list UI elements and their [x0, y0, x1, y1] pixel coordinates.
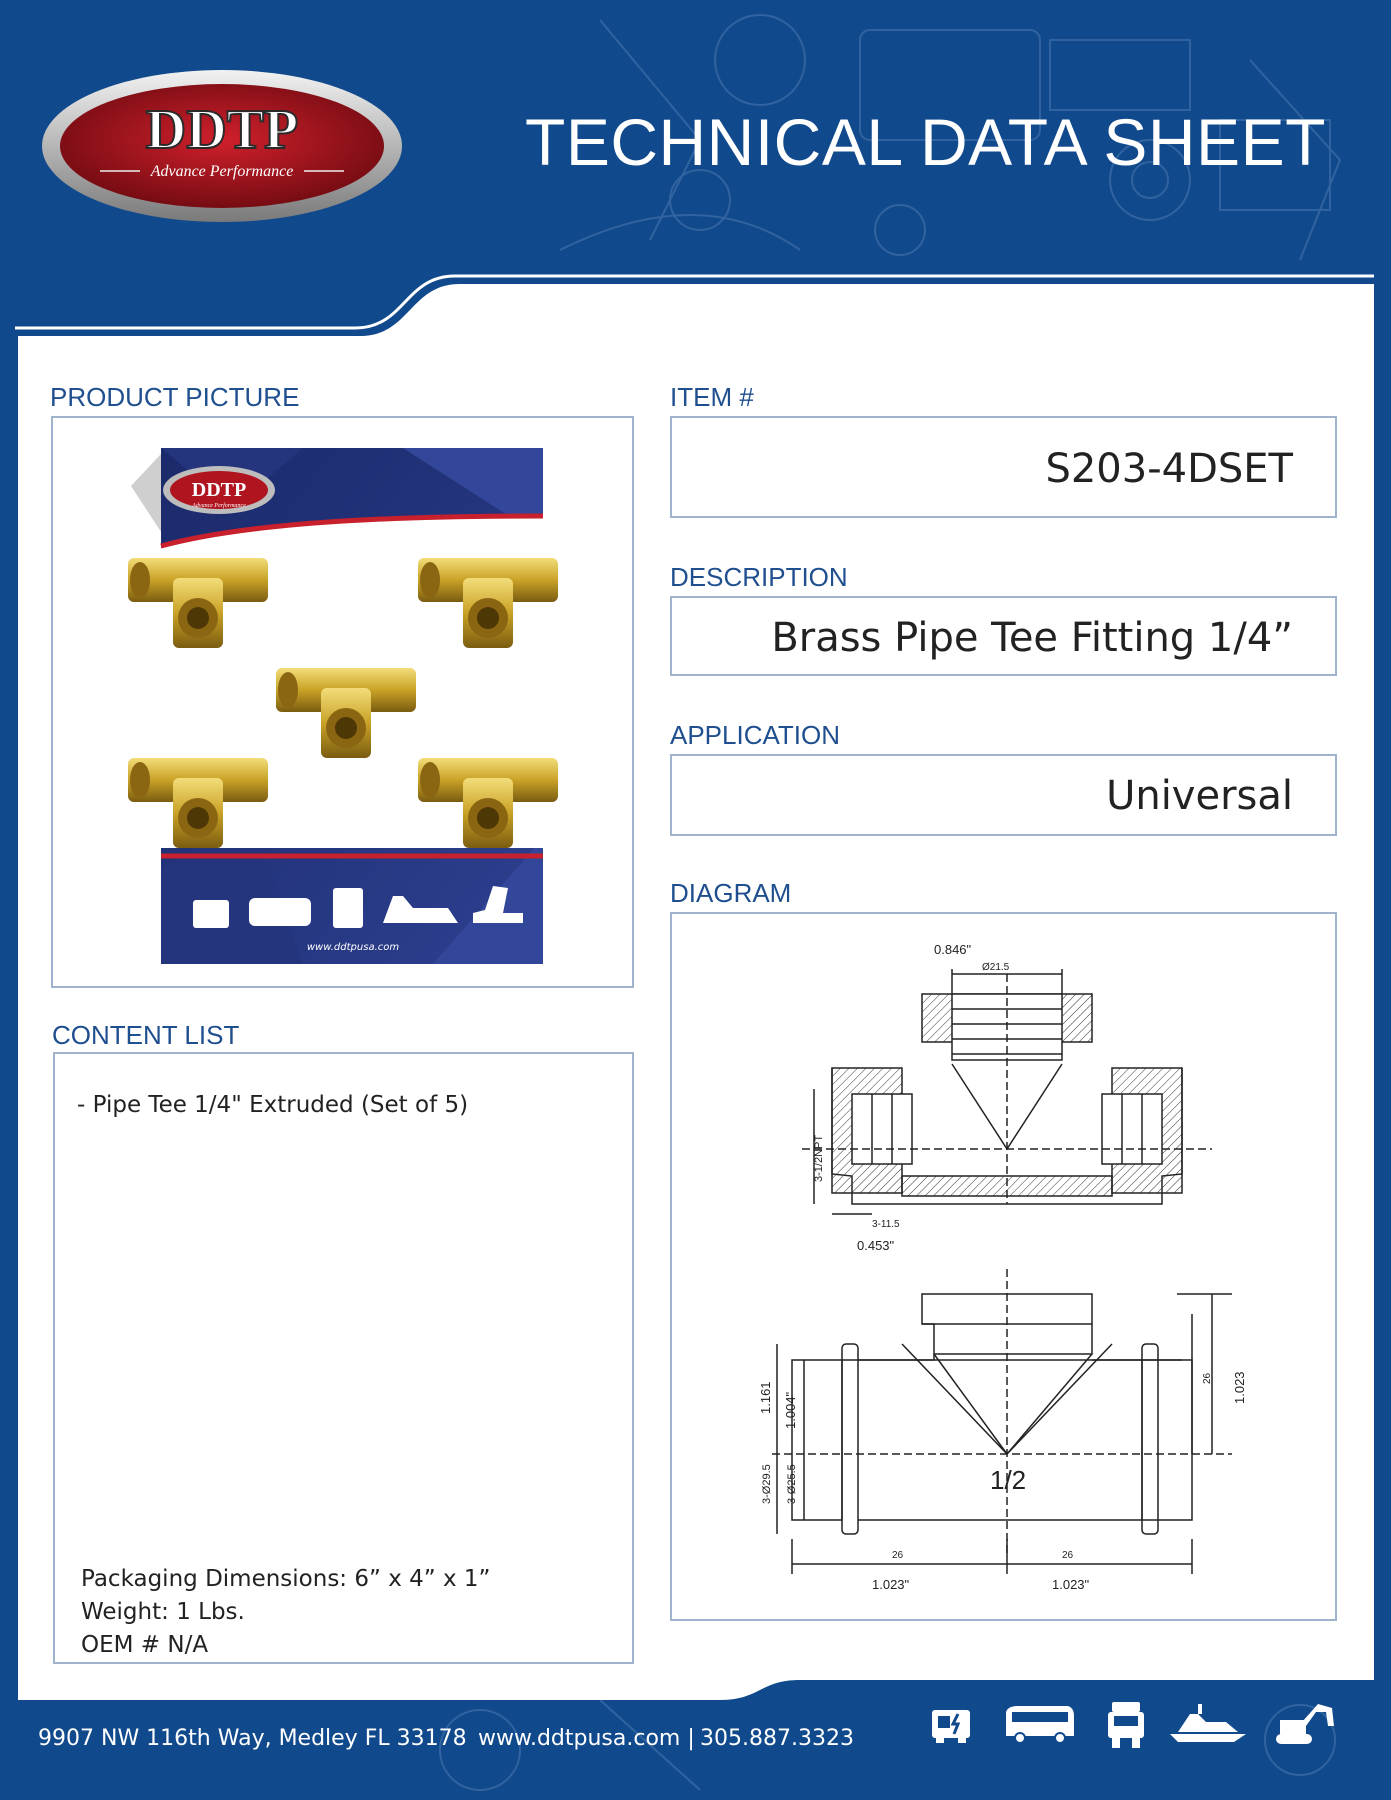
description-value: Brass Pipe Tee Fitting 1/4”	[771, 615, 1293, 661]
dim-height-mm: 26	[1202, 1372, 1213, 1384]
description-label: DESCRIPTION	[670, 562, 848, 592]
product-picture-box	[51, 416, 634, 988]
excavator-icon	[1272, 1700, 1338, 1746]
dim-top-width: 0.846"	[934, 942, 972, 957]
application-value: Universal	[1106, 773, 1293, 819]
dim-dia1-in: 1.161	[758, 1381, 773, 1414]
package-brand: DDTP	[191, 479, 247, 501]
dim-half-left-in: 1.023"	[872, 1577, 910, 1592]
dim-depth-in: 0.453"	[857, 1238, 895, 1253]
application-label: APPLICATION	[670, 720, 841, 750]
application-box	[670, 754, 1337, 836]
content-list-box	[53, 1052, 634, 1664]
svg-text:Advance Performance: Advance Performance	[150, 163, 294, 180]
ddtp-logo	[40, 68, 404, 224]
description-box	[670, 596, 1337, 676]
dim-dia2-in: 1.004"	[783, 1391, 798, 1429]
dim-half-right-in: 1.023"	[1052, 1577, 1090, 1592]
diagram-label: DIAGRAM	[670, 878, 792, 908]
dim-dia1: 3-Ø29.5	[761, 1464, 773, 1504]
packaging-dimensions: Packaging Dimensions: 6” x 4” x 1”	[81, 1566, 491, 1592]
technical-diagram	[672, 914, 1335, 1619]
content-list-label: CONTENT LIST	[52, 1020, 240, 1050]
bus-icon	[1002, 1700, 1076, 1746]
oem-number: OEM # N/A	[81, 1632, 209, 1658]
footer-phone[interactable]: 305.887.3323	[700, 1726, 854, 1751]
footer-address: 9907 NW 116th Way, Medley FL 33178	[38, 1726, 467, 1751]
content-list-item: - Pipe Tee 1/4" Extruded (Set of 5)	[77, 1092, 469, 1118]
generator-icon	[928, 1700, 974, 1746]
diagram-box	[670, 912, 1337, 1621]
dim-top-dia: Ø21.5	[982, 962, 1010, 973]
svg-text:DDTP: DDTP	[145, 99, 299, 161]
yacht-icon	[1168, 1700, 1248, 1746]
footer-website[interactable]: www.ddtpusa.com |	[478, 1726, 695, 1751]
dim-half-left-mm: 26	[892, 1550, 904, 1561]
item-number-label: ITEM #	[670, 382, 754, 412]
dim-dia2: 3-Ø25.5	[786, 1464, 798, 1504]
product-picture-label: PRODUCT PICTURE	[50, 382, 300, 412]
dim-depth-mm: 3-11.5	[872, 1219, 900, 1230]
dim-size: 1/2	[990, 1465, 1027, 1495]
package-tagline: Advance Performance	[192, 503, 246, 509]
truck-icon	[1106, 1700, 1146, 1750]
dim-half-right-mm: 26	[1062, 1550, 1074, 1561]
product-package-image	[53, 418, 632, 986]
dim-thread: 3-1/2NPT	[813, 1134, 825, 1182]
page-title: TECHNICAL DATA SHEET	[525, 105, 1326, 179]
dim-height-in: 1.023	[1232, 1371, 1247, 1404]
weight: Weight: 1 Lbs.	[81, 1599, 245, 1625]
package-url: www.ddtpusa.com	[306, 942, 400, 953]
item-number-box	[670, 416, 1337, 518]
item-number-value: S203-4DSET	[1045, 446, 1293, 492]
